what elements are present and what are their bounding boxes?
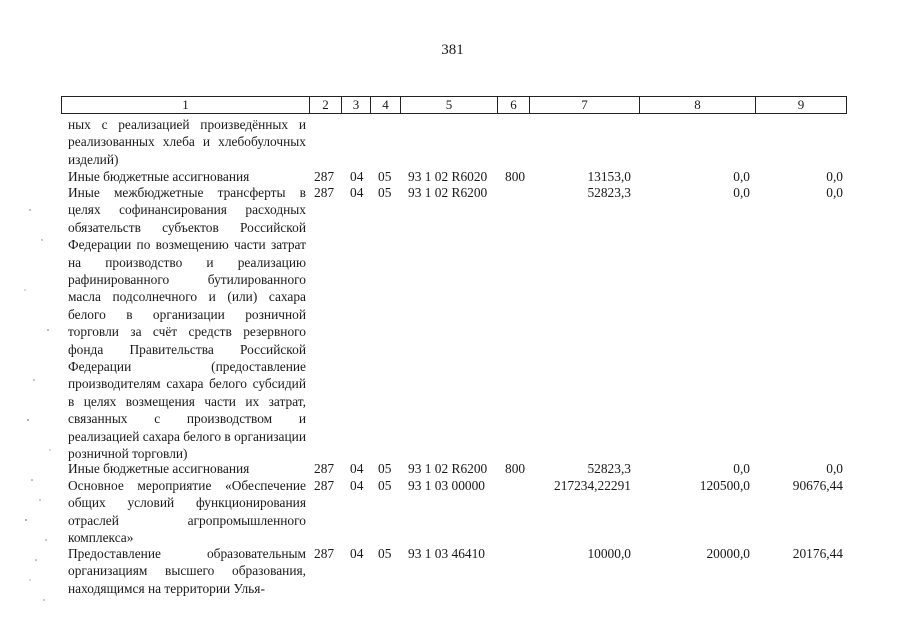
- ministry-code: 287: [314, 169, 335, 184]
- header-col-1: 1: [61, 96, 310, 114]
- row-description: ных с реализацией произведённых и реализованных хлеба и хлебобулочных изделий): [68, 117, 306, 167]
- row-description: Иные межбюджетные трансферты в целях софинансирования расходных обязательств субъектов Российской Федерации по возмещению части затрат на производство и реализацию рафинированного бутилированного масла подсолнечного и (или) сахара белого в организации розничной торговли за счёт средств резервного фонда Правительства Российской Федерации (предоставление производителям сахара белого субсидий в целях возмещения части их затрат, связанных с производством и реализацией сахара белого в организации розничной торговли): [68, 185, 306, 462]
- row-description: Иные бюджетные ассигнования: [68, 169, 250, 184]
- row-description: Предоставление образовательным организациям высшего образования, находящимся на территории Улья-: [68, 546, 306, 596]
- amount-col-7: 13153,0: [587, 169, 631, 184]
- target-article-code: 93 1 02 R6020: [408, 169, 488, 184]
- header-col-9: 9: [755, 96, 847, 114]
- header-col-5: 5: [400, 96, 498, 114]
- amount-col-7: 52823,3: [587, 461, 631, 476]
- subsection-code: 05: [378, 169, 392, 184]
- header-col-7: 7: [529, 96, 640, 114]
- header-col-4: 4: [370, 96, 401, 114]
- section-code: 04: [350, 169, 364, 184]
- section-code: 04: [350, 478, 364, 493]
- ministry-code: 287: [314, 546, 335, 561]
- amount-col-9: 0,0: [826, 169, 843, 184]
- amount-col-9: 20176,44: [792, 546, 843, 561]
- amount-col-9: 0,0: [826, 461, 843, 476]
- header-col-2: 2: [309, 96, 342, 114]
- ministry-code: 287: [314, 185, 335, 200]
- subsection-code: 05: [378, 478, 392, 493]
- amount-col-9: 0,0: [826, 185, 843, 200]
- amount-col-8: 120500,0: [699, 478, 750, 493]
- header-col-3: 3: [341, 96, 371, 114]
- target-article-code: 93 1 03 46410: [408, 546, 485, 561]
- section-code: 04: [350, 185, 364, 200]
- row-description: Основное мероприятие «Обеспечение общих условий функционирования отраслей агропромышленного комплекса»: [68, 478, 306, 546]
- ministry-code: 287: [314, 478, 335, 493]
- expense-type-code: 800: [505, 169, 526, 184]
- row-description: Иные бюджетные ассигнования: [68, 461, 250, 476]
- amount-col-7: 217234,22291: [554, 478, 631, 493]
- subsection-code: 05: [378, 185, 392, 200]
- amount-col-7: 52823,3: [587, 185, 631, 200]
- amount-col-8: 0,0: [733, 185, 750, 200]
- expense-type-code: 800: [505, 461, 526, 476]
- header-col-8: 8: [639, 96, 756, 114]
- section-code: 04: [350, 461, 364, 476]
- target-article-code: 93 1 03 00000: [408, 478, 485, 493]
- target-article-code: 93 1 02 R6200: [408, 185, 488, 200]
- amount-col-9: 90676,44: [792, 478, 843, 493]
- scan-top-edge: [0, 0, 905, 3]
- ministry-code: 287: [314, 461, 335, 476]
- subsection-code: 05: [378, 461, 392, 476]
- amount-col-8: 0,0: [733, 461, 750, 476]
- scan-noise: [20, 180, 60, 620]
- amount-col-8: 0,0: [733, 169, 750, 184]
- amount-col-7: 10000,0: [587, 546, 631, 561]
- amount-col-8: 20000,0: [706, 546, 750, 561]
- section-code: 04: [350, 546, 364, 561]
- header-col-6: 6: [497, 96, 530, 114]
- subsection-code: 05: [378, 546, 392, 561]
- page-number: 381: [441, 42, 464, 58]
- target-article-code: 93 1 02 R6200: [408, 461, 488, 476]
